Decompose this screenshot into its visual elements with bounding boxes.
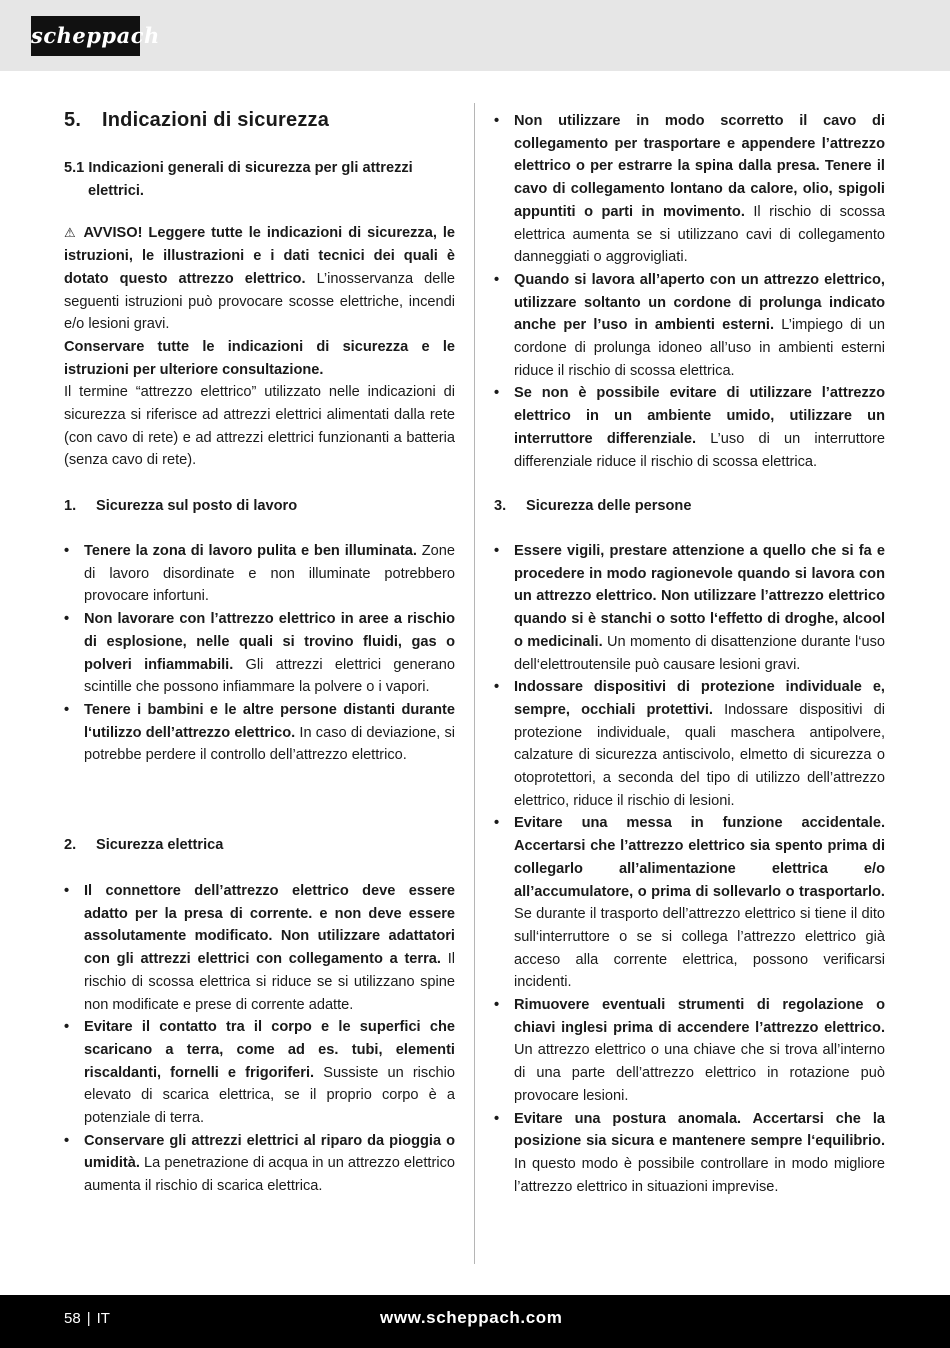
list-item <box>494 110 885 269</box>
list-item-text: La penetrazione di acqua in un attrezzo elettrico aumenta il rischio di scarica elettrica. <box>84 1155 455 1195</box>
heading-personal-safety <box>494 495 691 518</box>
electrical-safety-list-continued <box>494 110 885 473</box>
warning-bold-text: AVVISO! Leggere tutte le indicazioni di sicurezza, le istruzioni, le illustrazioni e i dati tecnici dei quali è dotato questo attrezzo elettrico. <box>64 225 456 287</box>
section-title-number: 5. <box>64 109 82 131</box>
electrical-safety-list <box>64 880 455 1198</box>
heading-workplace-safety <box>64 495 297 518</box>
list-item <box>64 608 455 699</box>
personal-safety-list <box>494 540 885 1198</box>
list-item-text: Il rischio di scossa elettrica si riduce se si utilizzano spine non modificate e prese di corrente adatte. <box>84 951 455 1013</box>
list-item-text: Gli attrezzi elettrici generano scintille che possono infiammare la polvere o i vapori. <box>84 656 456 696</box>
list-item <box>494 812 885 994</box>
list-item <box>64 540 455 608</box>
list-item-text: Se durante il trasporto dell’attrezzo elettrico si tiene il dito sull‘interruttore o se si collega l’attrezzo elettrico già acceso alla corrente elettrica, possono verificarsi incidenti. <box>514 906 885 991</box>
heading-text: Sicurezza delle persone <box>526 498 692 514</box>
website-url[interactable]: www.scheppach.com <box>380 1308 563 1327</box>
list-item-bold: Tenere i bambini e le altre persone distanti durante l‘utilizzo dell’attrezzo elettrico. <box>84 701 455 741</box>
list-item-text: Un attrezzo elettrico o una chiave che si trova all’interno di una parte dell’attrezzo elettrico in rotazione può provocare lesioni. <box>514 1042 885 1104</box>
list-item-text: In questo modo è possibile controllare in modo migliore l’attrezzo elettrico in situazioni imprevise. <box>514 1155 885 1195</box>
list-item-bold: Rimuovere eventuali strumenti di regolazione o chiavi inglesi prima di accendere l’attrezzo elettrico. <box>514 997 885 1036</box>
list-item-bold: Evitare il contatto tra il corpo e le superfici che scaricano a terra, come ad es. tubi, elementi riscaldanti, fornelli e frigoriferi. <box>84 1019 455 1081</box>
list-item <box>64 1130 455 1198</box>
list-item-text: L’impiego di un cordone di prolunga idoneo all’uso in ambienti esterni riduce il rischio di scossa elettrica. <box>514 317 885 379</box>
list-item-bold: Tenere la zona di lavoro pulita e ben illuminata. <box>84 543 417 559</box>
heading-number: 2. <box>64 837 77 853</box>
list-item <box>494 994 885 1108</box>
list-item-bold: Quando si lavora all’aperto con un attrezzo elettrico, utilizzare soltanto un cordone di prolunga indicato anche per l’uso in ambienti esterni. <box>514 271 885 334</box>
page-number: 58 <box>64 1310 81 1327</box>
list-item <box>64 1016 455 1130</box>
page-number-block <box>64 1310 110 1327</box>
list-item <box>494 676 885 812</box>
list-item-text: L’uso di un interruttore differenziale riduce il rischio di scossa elettrica. <box>514 430 885 470</box>
footer-separator: | <box>86 1310 91 1327</box>
heading-number: 3. <box>494 498 507 514</box>
left-column <box>64 107 455 1247</box>
warning-paragraph <box>64 222 455 336</box>
list-item <box>494 269 885 383</box>
list-item-bold: Essere vigili, prestare attenzione a quello che si fa e procedere in modo ragionevole quando si lavora con un attrezzo elettrico. Non utilizzare l’attrezzo elettrico quando si è stanchi o sotto l‘effetto di droghe, alcool o medicinali. <box>514 543 885 650</box>
column-divider <box>474 103 475 1264</box>
language-code: IT <box>96 1310 110 1327</box>
list-item-bold: Se non è possibile evitare di utilizzare l’attrezzo elettrico in un ambiente umido, utilizzare un interruttore differenziale. <box>514 385 885 447</box>
term-definition-text: Il termine “attrezzo elettrico” utilizzato nelle indicazioni di sicurezza si riferisce ad attrezzi elettrici alimentati dalla rete (con cavo di rete) e ad attrezzi elettrici funzionanti a batteria (senza cavo di rete). <box>64 384 455 469</box>
heading-number: 1. <box>64 498 77 514</box>
list-item <box>64 699 455 767</box>
list-item-bold: Indossare dispositivi di protezione individuale e, sempre, occhiali protettivi. <box>514 679 885 718</box>
right-column <box>494 107 885 1247</box>
list-item-bold: Il connettore dell’attrezzo elettrico deve essere adatto per la presa di corrente. e non deve essere assolutamente modificato. Non utilizzare adattatori con gli attrezzi elettrici con collegamento a terra. <box>84 883 455 968</box>
brand-logo: scheppach <box>31 16 140 56</box>
list-item-text: Sussiste un rischio elevato di scarica elettrica, se il proprio corpo è a potenziale di terra. <box>84 1064 455 1127</box>
list-item <box>494 540 885 676</box>
keep-instructions-bold: Conservare tutte le indicazioni di sicurezza e le istruzioni per ulteriore consultazione. <box>64 338 455 378</box>
list-item-bold: Evitare una messa in funzione accidentale. Accertarsi che l’attrezzo elettrico sia spento prima di collegarlo all’alimentazione elettrica e/o all’accumulatore, o prima di sollevarlo o trasportarlo. <box>514 815 885 900</box>
list-item-text: Un momento di disattenzione durante l‘uso dell‘elettroutensile può causare lesioni gravi. <box>514 633 885 673</box>
heading-electrical-safety <box>64 834 223 857</box>
list-item-bold: Non lavorare con l’attrezzo elettrico in aree a rischio di esplosione, nelle quali si trovino fluidi, gas o polveri infiammabili. <box>84 611 455 673</box>
keep-instructions-text <box>64 336 455 381</box>
list-item <box>494 1108 885 1199</box>
warning-text: L’inosservanza delle seguenti istruzioni può provocare scosse elettriche, incendi e/o lesioni gravi. <box>64 270 456 333</box>
page-footer <box>0 1295 950 1348</box>
warning-triangle-icon: ⚠ <box>64 225 78 241</box>
list-item-text: Il rischio di scossa elettrica aumenta se si utilizzano cavi di collegamento danneggiati o aggrovigliati. <box>514 203 886 266</box>
heading-text: Sicurezza elettrica <box>96 837 224 853</box>
list-item-text: Zone di lavoro disordinate e non illuminate potrebbero provocare infortuni. <box>84 543 455 605</box>
list-item <box>64 880 455 1016</box>
page-header <box>0 0 950 71</box>
heading-text: Sicurezza sul posto di lavoro <box>96 498 298 514</box>
list-item <box>494 382 885 473</box>
workplace-safety-list <box>64 540 455 767</box>
section-title <box>64 107 455 133</box>
list-item-bold: Conservare gli attrezzi elettrici al riparo da pioggia o umidità. <box>84 1132 455 1172</box>
list-item-text: In caso di deviazione, si potrebbe perdere il controllo dell’attrezzo elettrico. <box>84 724 456 764</box>
subsection-title: 5.1 Indicazioni generali di sicurezza per gli attrezzi elettrici. <box>64 160 413 199</box>
list-item-bold: Evitare una postura anomala. Accertarsi che la posizione sia sicura e mantenere sempre l‘equilibrio. <box>514 1110 885 1150</box>
list-item-text: Indossare dispositivi di protezione individuale, quali maschera antipolvere, calzature di sicurezza antiscivolo, elmetto di sicurezza o otoprotettori, a seconda del tipo di utilizzo dell’attrezzo elettrico, riduce il rischio di lesioni. <box>514 701 885 809</box>
section-title-text: Indicazioni di sicurezza <box>102 109 330 131</box>
list-item-bold: Non utilizzare in modo scorretto il cavo di collegamento per trasportare e appendere l’attrezzo elettrico o per estrarre la spina dalla presa. Tenere il cavo di collegamento lontano da calore, olio, spigoli appuntiti o parti in movimento. <box>514 113 885 220</box>
